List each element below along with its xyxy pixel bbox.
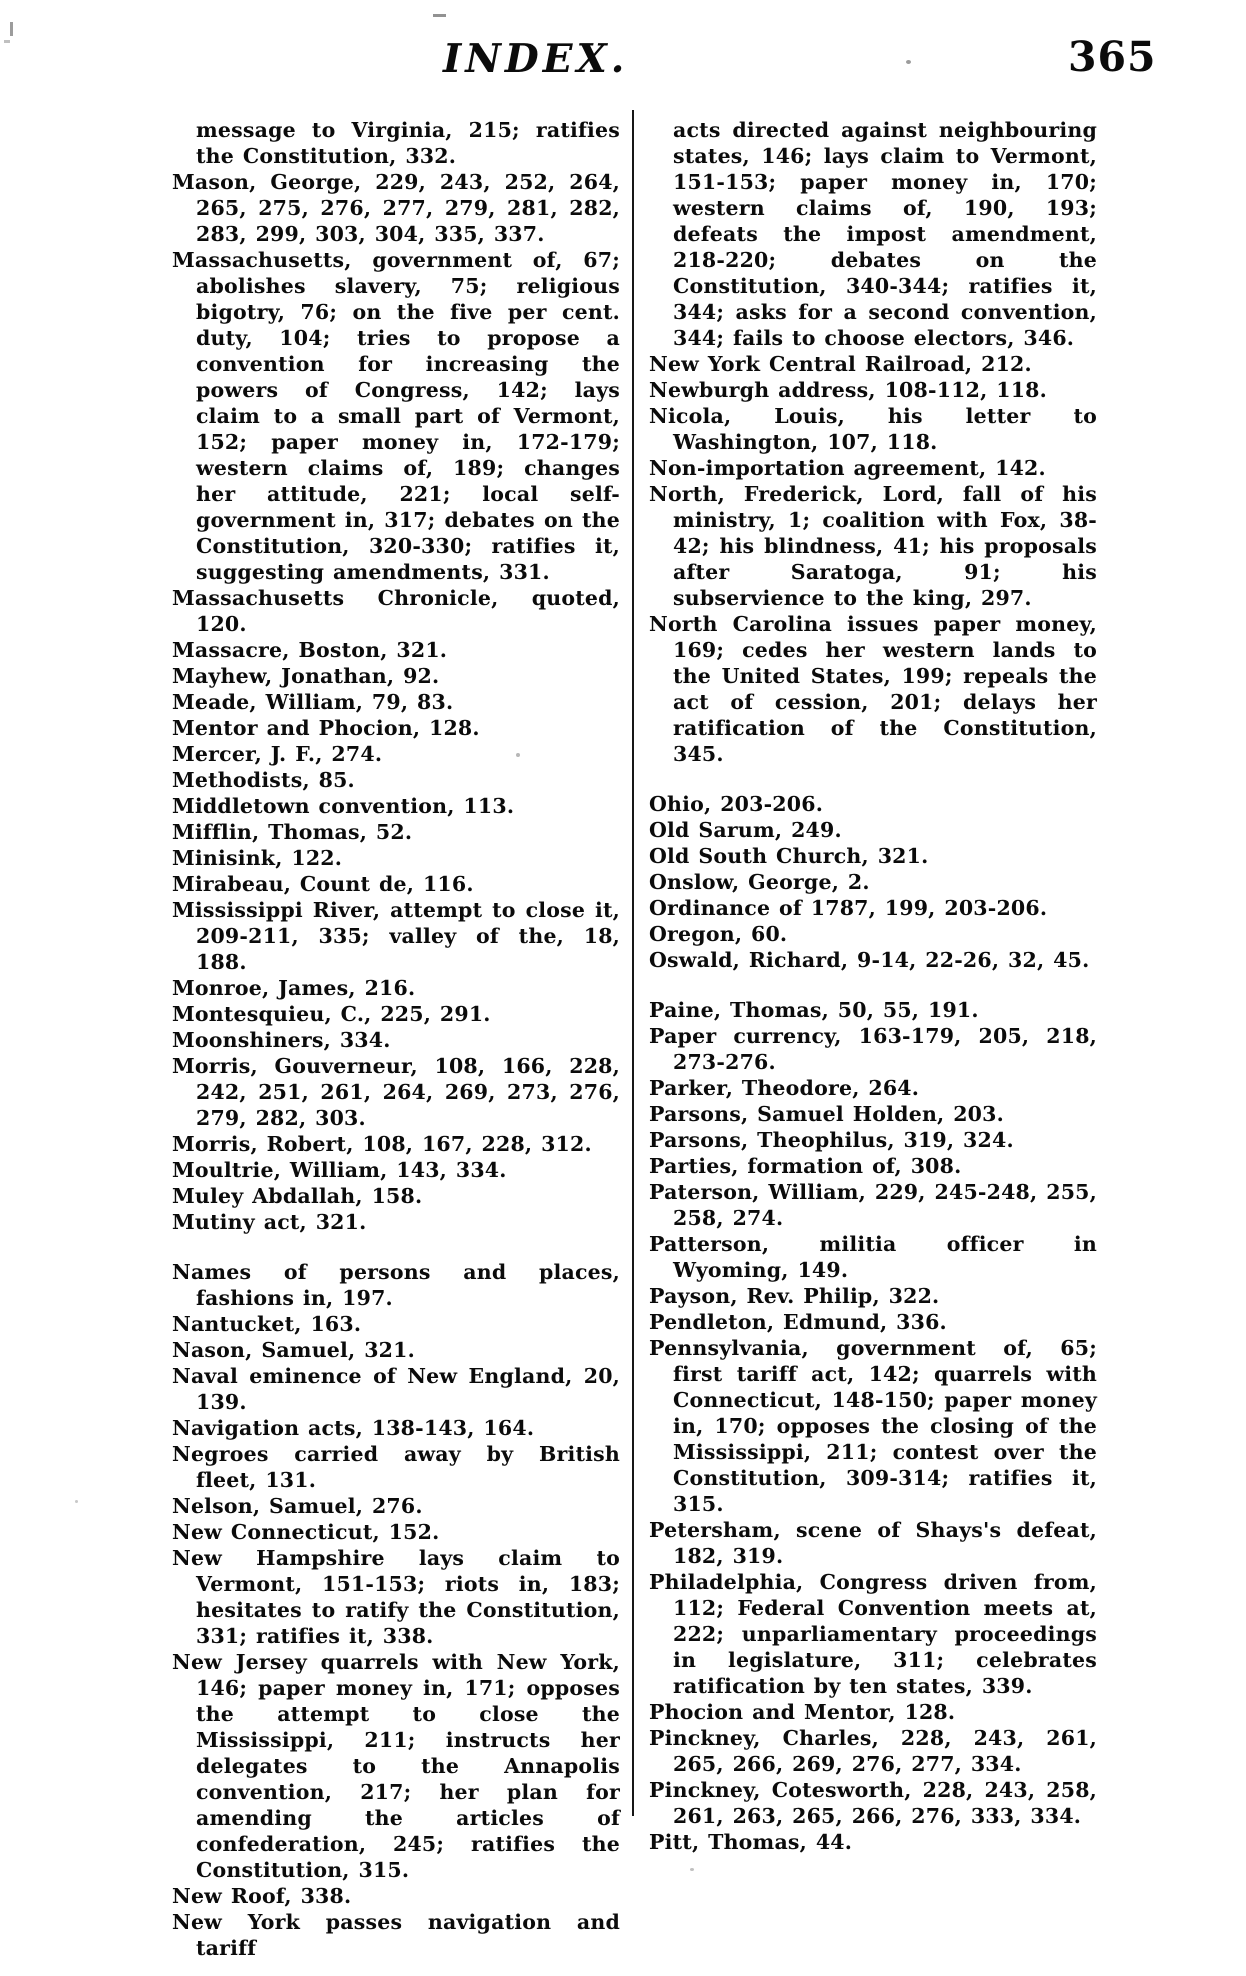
column-right — [649, 117, 1097, 1855]
index-entry: Morris, Gouverneur, 108, 166, 228, 242, 251, 261, 264, 269, 273, 276, 279, 282, 303. — [172, 1054, 620, 1130]
index-entry: Nelson, Samuel, 276. — [172, 1494, 423, 1518]
index-entry: Non-importation agreement, 142. — [649, 456, 1046, 480]
index-entry: acts directed against neighbouring states, 146; lays claim to Vermont, 151-153; paper money in, 170; western claims of, 190, 193; defeats the impost amendment, 218-220; debates on the Constitution, 340-344; ratifies it, 344; asks for a second convention, 344; fails to choose electors, 346. — [673, 118, 1097, 350]
index-entry: Mirabeau, Count de, 116. — [172, 872, 474, 896]
index-entry: Minisink, 122. — [172, 846, 343, 870]
index-entry: Negroes carried away by British fleet, 131. — [172, 1442, 620, 1492]
column-divider-rule — [632, 110, 634, 1816]
index-entry: Montesquieu, C., 225, 291. — [172, 1002, 491, 1026]
index-entry: Paterson, William, 229, 245-248, 255, 258, 274. — [649, 1180, 1097, 1230]
index-entry: New Connecticut, 152. — [172, 1520, 440, 1544]
index-entry: Navigation acts, 138-143, 164. — [172, 1416, 535, 1440]
index-entry: Mason, George, 229, 243, 252, 264, 265, 275, 276, 277, 279, 281, 282, 283, 299, 303, 304, 335, 337. — [172, 170, 620, 246]
index-entry: Old Sarum, 249. — [649, 818, 842, 842]
index-entry: New Roof, 338. — [172, 1884, 352, 1908]
page-title: INDEX. — [443, 36, 629, 82]
index-entry: Middletown convention, 113. — [172, 794, 515, 818]
column-left — [172, 117, 620, 1961]
index-entry: Paper currency, 163-179, 205, 218, 273-276. — [649, 1024, 1097, 1074]
index-entry: Payson, Rev. Philip, 322. — [649, 1284, 940, 1308]
index-entry: Moultrie, William, 143, 334. — [172, 1158, 507, 1182]
index-entry: Monroe, James, 216. — [172, 976, 416, 1000]
index-entry: Mayhew, Jonathan, 92. — [172, 664, 440, 688]
index-entry: New York passes navigation and tariff — [172, 1910, 620, 1960]
index-entry: Massachusetts Chronicle, quoted, 120. — [172, 586, 620, 636]
index-entry: North Carolina issues paper money, 169; cedes her western lands to the United States, 199; repeals the act of cession, 201; delays her ratification of the Constitution, 345. — [649, 612, 1097, 766]
index-entry: North, Frederick, Lord, fall of his ministry, 1; coalition with Fox, 38-42; his blindness, 41; his proposals after Saratoga, 91; his subservience to the king, 297. — [649, 482, 1097, 610]
page-number: 365 — [1068, 33, 1157, 81]
index-entry: Parties, formation of, 308. — [649, 1154, 962, 1178]
index-entry: Parker, Theodore, 264. — [649, 1076, 920, 1100]
index-entry: Newburgh address, 108-112, 118. — [649, 378, 1047, 402]
index-entry: Massachusetts, government of, 67; abolishes slavery, 75; religious bigotry, 76; on the five per cent. duty, 104; tries to propose a convention for increasing the powers of Congress, 142; lays claim to a small part of Vermont, 152; paper money in, 172-179; western claims of, 189; changes her attitude, 221; local self-government in, 317; debates on the Constitution, 320-330; ratifies it, suggesting amendments, 331. — [172, 248, 620, 584]
index-entry: Mercer, J. F., 274. — [172, 742, 383, 766]
index-entry: Onslow, George, 2. — [649, 870, 870, 894]
scan-artifact — [4, 40, 10, 43]
index-entry: Nason, Samuel, 321. — [172, 1338, 415, 1362]
scan-artifact — [75, 1500, 78, 1503]
index-entry: Methodists, 85. — [172, 768, 355, 792]
index-entry: Oswald, Richard, 9-14, 22-26, 32, 45. — [649, 948, 1090, 972]
scan-artifact — [690, 1868, 694, 1871]
index-entry: message to Virginia, 215; ratifies the Constitution, 332. — [196, 118, 620, 168]
index-entry: Muley Abdallah, 158. — [172, 1184, 423, 1208]
index-entry: Pinckney, Cotesworth, 228, 243, 258, 261, 263, 265, 266, 276, 333, 334. — [649, 1778, 1097, 1828]
scan-artifact — [433, 14, 446, 17]
index-entry: Meade, William, 79, 83. — [172, 690, 454, 714]
index-entry: Patterson, militia officer in Wyoming, 149. — [649, 1232, 1097, 1282]
index-entry: New Jersey quarrels with New York, 146; paper money in, 171; opposes the attempt to close the Mississippi, 211; instructs her delegates to the Annapolis convention, 217; her plan for amending the articles of confederation, 245; ratifies the Constitution, 315. — [172, 1650, 620, 1882]
index-entry: New Hampshire lays claim to Vermont, 151-153; riots in, 183; hesitates to ratify the Constitution, 331; ratifies it, 338. — [172, 1546, 620, 1648]
index-entry: Pitt, Thomas, 44. — [649, 1830, 853, 1854]
index-entry: Mifflin, Thomas, 52. — [172, 820, 413, 844]
index-entry: Morris, Robert, 108, 167, 228, 312. — [172, 1132, 592, 1156]
index-entry: Mutiny act, 321. — [172, 1210, 367, 1234]
index-entry: Names of persons and places, fashions in, 197. — [172, 1260, 620, 1310]
index-entry: New York Central Railroad, 212. — [649, 352, 1032, 376]
index-entry: Nantucket, 163. — [172, 1312, 362, 1336]
index-entry: Old South Church, 321. — [649, 844, 929, 868]
index-entry: Mississippi River, attempt to close it, 209-211, 335; valley of the, 18, 188. — [172, 898, 620, 974]
index-entry: Parsons, Samuel Holden, 203. — [649, 1102, 1004, 1126]
scan-artifact — [10, 22, 13, 36]
index-entry: Ordinance of 1787, 199, 203-206. — [649, 896, 1048, 920]
index-entry: Paine, Thomas, 50, 55, 191. — [649, 998, 979, 1022]
index-entry: Ohio, 203-206. — [649, 792, 824, 816]
index-entry: Petersham, scene of Shays's defeat, 182, 319. — [649, 1518, 1097, 1568]
index-entry: Massacre, Boston, 321. — [172, 638, 448, 662]
index-entry: Phocion and Mentor, 128. — [649, 1700, 956, 1724]
index-entry: Naval eminence of New England, 20, 139. — [172, 1364, 620, 1414]
index-entry: Parsons, Theophilus, 319, 324. — [649, 1128, 1014, 1152]
index-entry: Pennsylvania, government of, 65; first tariff act, 142; quarrels with Connecticut, 148-150; paper money in, 170; opposes the closing of the Mississippi, 211; contest over the Constitution, 309-314; ratifies it, 315. — [649, 1336, 1097, 1516]
index-entry: Pinckney, Charles, 228, 243, 261, 265, 266, 269, 276, 277, 334. — [649, 1726, 1097, 1776]
index-entry: Nicola, Louis, his letter to Washington, 107, 118. — [649, 404, 1097, 454]
index-entry: Moonshiners, 334. — [172, 1028, 391, 1052]
index-entry: Philadelphia, Congress driven from, 112; Federal Convention meets at, 222; unparliamentary proceedings in legislature, 311; celebrates ratification by ten states, 339. — [649, 1570, 1097, 1698]
index-entry: Mentor and Phocion, 128. — [172, 716, 480, 740]
scan-artifact — [906, 60, 911, 64]
scan-artifact — [516, 753, 520, 757]
index-entry: Oregon, 60. — [649, 922, 788, 946]
index-entry: Pendleton, Edmund, 336. — [649, 1310, 947, 1334]
